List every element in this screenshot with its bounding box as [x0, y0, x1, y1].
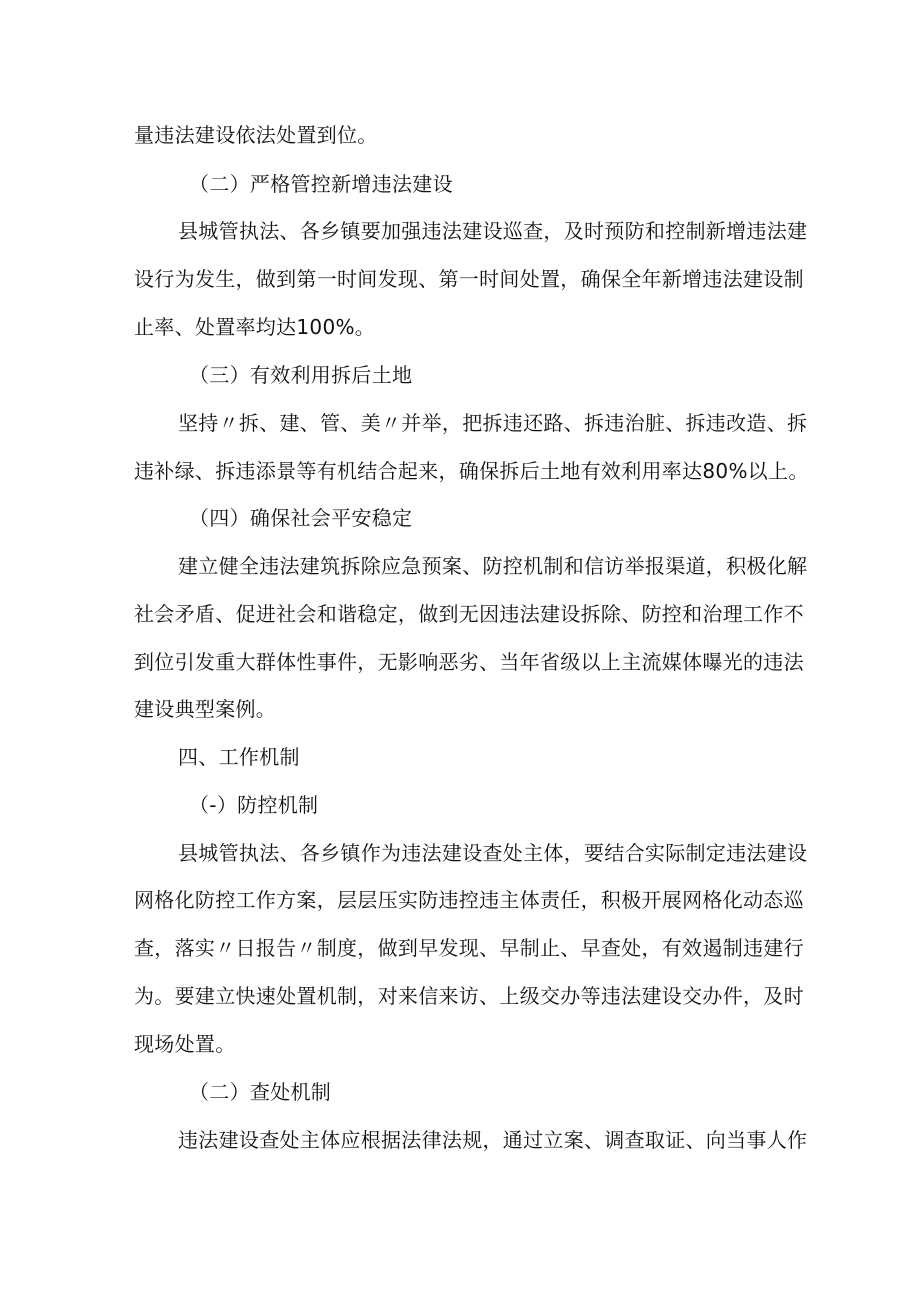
- paragraph-line: 设行为发生，做到第一时间发现、第一时间处置，确保全年新增违法建设制: [134, 267, 804, 291]
- paragraph-line: 建设典型案例。: [134, 697, 277, 721]
- paragraph-line: 查，落实〃日报告〃制度，做到早发现、早制止、早查处，有效遏制违建行: [134, 936, 804, 960]
- paragraph-line: 量违法建设依法处置到位。: [134, 123, 378, 147]
- paragraph-line: 现场处置。: [134, 1032, 236, 1056]
- paragraph-line: 到位引发重大群体性事件，无影响恶劣、当年省级以上主流媒体曝光的违法: [134, 650, 804, 674]
- paragraph-line: 社会矛盾、促进社会和谐稳定，做到无因违法建设拆除、防控和治理工作不: [134, 602, 804, 626]
- paragraph-line: 坚持〃拆、建、管、美〃并举，把拆违还路、拆违治脏、拆违改造、拆: [178, 411, 808, 435]
- section-heading: （-）防控机制: [189, 793, 319, 817]
- paragraph-line: 为。要建立快速处置机制，对来信来访、上级交办等违法建设交办件，及时: [134, 984, 804, 1008]
- paragraph-line: 建立健全违法建筑拆除应急预案、防控机制和信访举报渠道，积极化解: [178, 554, 808, 578]
- paragraph-line: 违补绿、拆违添景等有机结合起来，确保拆后土地有效利用率达80%以上。: [134, 459, 809, 483]
- chapter-heading: 四、工作机制: [178, 745, 300, 769]
- section-heading: （二）查处机制: [189, 1080, 332, 1104]
- paragraph-line: 网格化防控工作方案，层层压实防违控违主体责任，积极开展网格化动态巡: [134, 888, 804, 912]
- paragraph-line: 县城管执法、各乡镇作为违法建设查处主体，要结合实际制定违法建设: [178, 841, 808, 865]
- section-heading: （三）有效利用拆后土地: [189, 363, 413, 387]
- section-heading: （四）确保社会平安稳定: [189, 506, 413, 530]
- paragraph-line: 县城管执法、各乡镇要加强违法建设巡查，及时预防和控制新增违法建: [178, 219, 808, 243]
- paragraph-line: 违法建设查处主体应根据法律法规，通过立案、调查取证、向当事人作: [178, 1128, 808, 1152]
- paragraph-line: 止率、处置率均达100%。: [134, 315, 376, 339]
- section-heading: （二）严格管控新增违法建设: [189, 172, 453, 196]
